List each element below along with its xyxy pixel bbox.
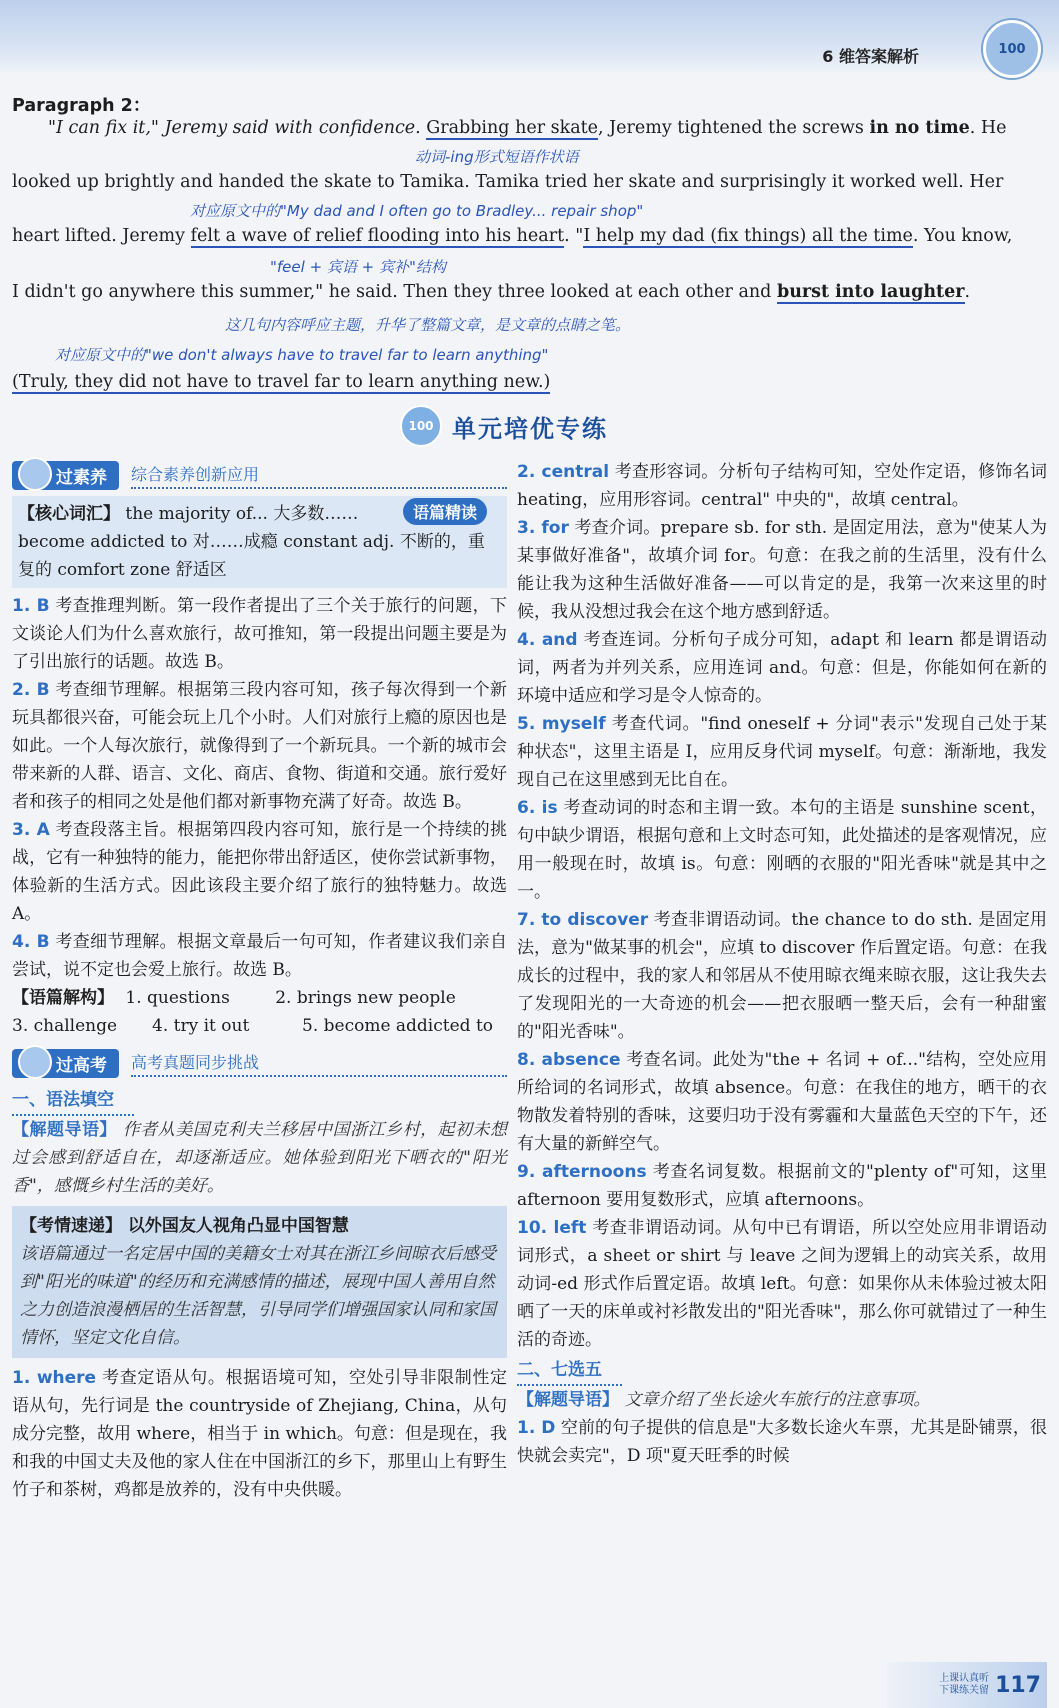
footer-slogan: [939, 1673, 989, 1697]
underlined-phrase: felt a wave of relief flooding into his heart: [190, 226, 565, 246]
answer-number: 1. B: [12, 596, 50, 616]
answer-item: [12, 676, 507, 816]
underlined-phrase: Grabbing her skate: [426, 118, 599, 138]
annotation-3: "feel + 宾语 + 宾补"结构: [270, 258, 446, 276]
ribbon-label: 语篇精读: [403, 498, 487, 525]
bold-phrase: burst into laughter: [776, 282, 965, 302]
slogan-line: 下课练关留: [939, 1685, 990, 1696]
answer-item: [517, 1046, 1047, 1158]
guide-text: [517, 1386, 1047, 1414]
section-header: [12, 1046, 507, 1080]
answer-item: [517, 626, 1047, 710]
page-number: 117: [995, 1672, 1041, 1698]
answer-text: 考查名词。此处为"the + 名词 + of..."结构，空处应用所给词的名词形式，故填 absence。句意：在我住的地方，晒干的衣物散发着特别的香味，这要归功于没有雾霾和大量蓝色天空的下午，还有大量的新鲜空气。: [517, 1050, 1047, 1154]
answer-text: 考查细节理解。根据文章最后一句可知，作者建议我们亲自尝试，说不定也会爱上旅行。故选 B。: [12, 932, 508, 980]
answer-item: [12, 816, 507, 928]
p2-line3: [12, 226, 1012, 246]
page-footer: [887, 1662, 1047, 1708]
answer-number: 5. myself: [517, 714, 606, 734]
vocab-text: the majority of... 大多数…… become addicted to 对……成瘾 constant adj. 不断的，重复的 comfort zone 舒适区: [18, 504, 485, 580]
answer-item: [517, 1414, 1047, 1470]
section-banner: [400, 405, 650, 447]
star-icon: 100: [400, 405, 442, 447]
answer-number: 2. central: [517, 462, 610, 482]
structure-item: 2. brings new people: [275, 988, 456, 1008]
answer-number: 2. B: [12, 680, 50, 700]
p2-line1: [48, 118, 1007, 138]
slogan-line: 上课认真听: [939, 1673, 990, 1684]
p2-line2: looked up brightly and handed the skate to Tamika. Tamika tried her skate and surprisingly it worked well. Her: [12, 172, 1004, 192]
answer-number: 7. to discover: [517, 910, 649, 930]
answer-text: 考查段落主旨。根据第四段内容可知，旅行是一个持续的挑战，它有一种独特的能力，能把你带出舒适区，使你尝试新事物，体验新的生活方式。因此该段主要介绍了旅行的独特魅力。故选 A。: [12, 820, 507, 924]
text: . You know,: [912, 226, 1013, 246]
answer-text: 考查连词。分析句子成分可知，adapt 和 learn 都是谓语动词，两者为并列关系，应用连词 and。句意：但是，你能如何在新的环境中适应和学习是令人惊奇的。: [517, 630, 1047, 706]
info-box-title: 【考情速递】 以外国友人视角凸显中国智慧: [20, 1216, 349, 1236]
answer-number: 4. B: [12, 932, 50, 952]
answer-text: 空前的句子提供的信息是"大多数长途火车票，尤其是卧铺票，很快就会卖完"，D 项"夏天旺季的时候: [517, 1418, 1047, 1466]
annotation-4: 这几句内容呼应主题，升华了整篇文章，是文章的点睛之笔。: [225, 316, 631, 334]
answer-text: 考查细节理解。根据第三段内容可知，孩子每次得到一个新玩具都很兴奋，可能会玩上几个小时。人们对旅行上瘾的原因也是如此。一个人每次旅行，就像得到了一个新玩具。一个新的城市会带来新的人群、语言、文化、商店、食物、街道和交通。旅行爱好者和孩子的相同之处是他们都对新事物充满了好奇。故选 B。: [12, 680, 508, 812]
guide-text: [12, 1116, 507, 1200]
underlined-sentence: (Truly, they did not have to travel far to learn anything new.): [12, 372, 551, 392]
structure-item: 4. try it out: [152, 1016, 250, 1036]
text: .: [964, 282, 971, 302]
text: heart lifted. Jeremy: [12, 226, 191, 246]
section-subtitle: 综合素养创新应用: [131, 462, 507, 489]
p2-line4: [12, 282, 970, 302]
answer-number: 3. for: [517, 518, 569, 538]
answer-item: [517, 458, 1047, 514]
text: , Jeremy tightened the screws: [598, 118, 870, 138]
section-tag: 过素养: [12, 461, 119, 490]
p2-line5: [12, 372, 550, 392]
answer-text: 考查代词。"find oneself + 分词"表示"发现自己处于某种状态"，这里主语是 I，应用反身代词 myself。句意：渐渐地，我发现自己在这里感到无比自在。: [517, 714, 1047, 790]
answer-item: [517, 794, 1047, 906]
answer-number: 1. D: [517, 1418, 556, 1438]
guide-label: 【解题导语】: [12, 1120, 117, 1140]
answer-text: 考查非谓语动词。the chance to do sth. 是固定用法，意为"做某事的机会"，应填 to discover 作后置定语。句意：在我成长的过程中，我的家人和邻居从不使用晾衣绳来晾衣服，这让我失去了发现阳光的一大奇迹的机会——把衣服晒一整天后，会有一种甜蜜的"阳光香味"。: [517, 910, 1047, 1042]
annotation-1: 动词-ing形式短语作状语: [415, 148, 579, 166]
right-column: [517, 458, 1047, 1470]
bold-phrase: in no time: [869, 118, 970, 138]
answer-item: [12, 928, 507, 984]
answer-item: [517, 906, 1047, 1046]
answer-number: 9. afternoons: [517, 1162, 647, 1182]
text: . ": [564, 226, 584, 246]
left-column: [12, 458, 507, 1504]
structure-label: 【语篇解构】: [12, 988, 114, 1008]
structure-item: 3. challenge: [12, 1016, 118, 1036]
section-subtitle: 高考真题同步挑战: [131, 1050, 507, 1077]
guide-label: 【解题导语】: [517, 1390, 619, 1410]
mascot-icon: 100: [983, 20, 1041, 78]
quote-text: "I can fix it," Jeremy said with confidence.: [48, 118, 427, 138]
structure-answers: [12, 984, 507, 1040]
text: . He: [969, 118, 1007, 138]
answer-number: 10. left: [517, 1218, 587, 1238]
answer-number: 8. absence: [517, 1050, 621, 1070]
answer-item: [517, 514, 1047, 626]
answer-number: 6. is: [517, 798, 558, 818]
structure-item: 5. become addicted to: [302, 1016, 494, 1036]
banner-title: 单元培优专练: [452, 414, 608, 443]
annotation-5: 对应原文中的"we don't always have to travel far to learn anything": [55, 346, 549, 364]
underlined-phrase: I help my dad (fix things) all the time: [583, 226, 913, 246]
vocab-box: [12, 496, 507, 588]
answer-text: 考查动词的时态和主谓一致。本句的主语是 sunshine scent，句中缺少谓语，根据句意和上文时态可知，此处描述的是客观情况，应用一般现在时，故填 is。句意：刚晒的衣服的"阳光香味"就是其中之一。: [517, 798, 1047, 902]
answer-item: [517, 1214, 1047, 1354]
info-box: [12, 1206, 507, 1358]
part-heading: 一、语法填空: [12, 1086, 134, 1116]
answer-text: 考查非谓语动词。从句中已有谓语，所以空处应用非谓语动词形式，a sheet or shirt 与 leave 之间为逻辑上的动宾关系，故用动词-ed 形式作后置定语。故填 left。句意：如果你从未体验过被太阳晒了一天的床单或衬衫散发出的"阳光香味"，那么你可就错过了一种生活的奇迹。: [517, 1218, 1047, 1350]
paragraph2-title: Paragraph 2：: [12, 96, 151, 116]
answer-number: 4. and: [517, 630, 578, 650]
structure-item: 1. questions: [125, 988, 230, 1008]
section-header: [12, 458, 507, 492]
text: I didn't go anywhere this summer," he said. Then they three looked at each other and: [12, 282, 777, 302]
answer-item: [12, 592, 507, 676]
answer-item: [517, 1158, 1047, 1214]
answer-text: 考查介词。prepare sb. for sth. 是固定用法，意为"使某人为某事做好准备"，故填介词 for。句意：在我之前的生活里，没有什么能让我为这种生活做好准备——可以肯定的是，我第一次来这里的时候，我从没想过我会在这个地方感到舒适。: [517, 518, 1047, 622]
answer-text: 考查名词复数。根据前文的"plenty of"可知，这里 afternoon 要用复数形式，应填 afternoons。: [517, 1162, 1047, 1210]
info-box-text: 该语篇通过一名定居中国的美籍女士对其在浙江乡间晾衣后感受到"阳光的味道"的经历和充满感情的描述，展现中国人善用自然之力创造浪漫栖居的生活智慧，引导同学们增强国家认同和家国情怀，坚定文化自信。: [20, 1244, 496, 1348]
page-header-title: 6 维答案解析: [822, 47, 919, 66]
answer-number: 1. where: [12, 1368, 97, 1388]
answer-text: 考查推理判断。第一段作者提出了三个关于旅行的问题，下文谈论人们为什么喜欢旅行，故可推知，第一段提出问题主要是为了引出旅行的话题。故选 B。: [12, 596, 508, 672]
guide-content: 作者从美国克利夫兰移居中国浙江乡村，起初未想过会感到舒适自在，却逐渐适应。她体验到阳光下晒衣的"阳光香"，感慨乡村生活的美好。: [12, 1120, 508, 1196]
annotation-2: 对应原文中的"My dad and I often go to Bradley... repair shop": [190, 202, 644, 220]
answer-number: 3. A: [12, 820, 50, 840]
answer-item: [12, 1364, 507, 1504]
answer-item: [517, 710, 1047, 794]
guide-content: 文章介绍了坐长途火车旅行的注意事项。: [619, 1390, 931, 1410]
vocab-label: 【核心词汇】: [18, 504, 120, 524]
answer-text: 考查形容词。分析句子结构可知，空处作定语，修饰名词 heating，应用形容词。central" 中央的"，故填 central。: [517, 462, 1047, 510]
section-tag: 过高考: [12, 1049, 119, 1078]
answer-text: 考查定语从句。根据语境可知，空处引导非限制性定语从句，先行词是 the countryside of Zhejiang, China，从句成分完整，故用 where，相当于 in which。句意：但是现在，我和我的中国丈夫及他的家人住在中国浙江的乡下，那里山上有野生竹子和茶树，鸡都是放养的，没有中央供暖。: [12, 1368, 507, 1500]
part-heading: 二、七选五: [517, 1356, 622, 1386]
